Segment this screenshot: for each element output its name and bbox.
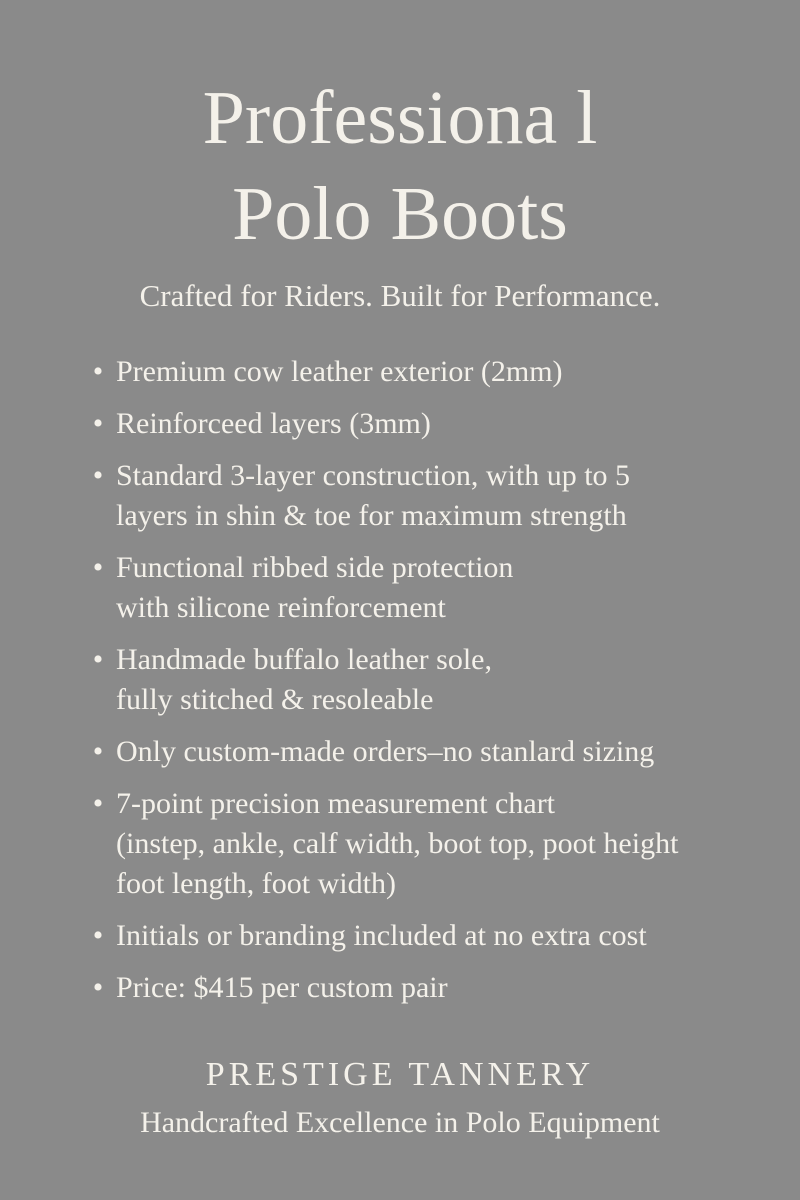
brand-name: PRESTIGE TANNERY — [205, 1056, 595, 1093]
subtitle: Crafted for Riders. Built for Performance. — [139, 278, 661, 313]
feature-text: Premium cow leather exterior (2mm) — [116, 355, 563, 388]
feature-text: Reinforceed layers (3mm) — [116, 407, 431, 440]
feature-text: (instep, ankle, calf width, boot top, poot height — [116, 827, 679, 860]
feature-item — [88, 784, 778, 904]
feature-text: layers in shin & toe for maximum strength — [116, 499, 627, 532]
feature-text: with silicone reinforcement — [116, 591, 446, 624]
title-line-1: Professiona l — [202, 76, 598, 160]
bullet-icon: • — [92, 971, 104, 1004]
feature-list — [88, 352, 778, 1020]
bullet-icon: • — [92, 735, 104, 768]
bullet-icon: • — [92, 787, 104, 820]
feature-text: Standard 3-layer construction, with up to 5 — [116, 459, 631, 492]
feature-text: Functional ribbed side protection — [116, 551, 514, 584]
bullet-icon: • — [92, 919, 104, 952]
brand-tagline: Handcrafted Excellence in Polo Equipment — [140, 1106, 660, 1139]
feature-text: Price: $415 per custom pair — [116, 971, 448, 1004]
bullet-icon: • — [92, 643, 104, 676]
bullet-icon: • — [92, 459, 104, 492]
feature-item — [88, 404, 778, 444]
feature-item — [88, 916, 778, 956]
feature-text: Only custom-made orders–no stanlard sizing — [116, 735, 655, 768]
feature-item — [88, 640, 778, 720]
feature-item — [88, 548, 778, 628]
feature-item — [88, 352, 778, 392]
feature-item — [88, 732, 778, 772]
feature-text: Initials or branding included at no extra cost — [116, 919, 647, 952]
feature-item — [88, 456, 778, 536]
feature-text: fully stitched & resoleable — [116, 683, 434, 716]
feature-text: Handmade buffalo leather sole, — [116, 643, 492, 676]
feature-item — [88, 968, 778, 1008]
bullet-icon: • — [92, 551, 104, 584]
title-line-2: Polo Boots — [232, 172, 568, 256]
feature-text: 7-point precision measurement chart — [116, 787, 556, 820]
bullet-icon: • — [92, 407, 104, 440]
feature-text: foot length, foot width) — [116, 867, 396, 900]
bullet-icon: • — [92, 355, 104, 388]
